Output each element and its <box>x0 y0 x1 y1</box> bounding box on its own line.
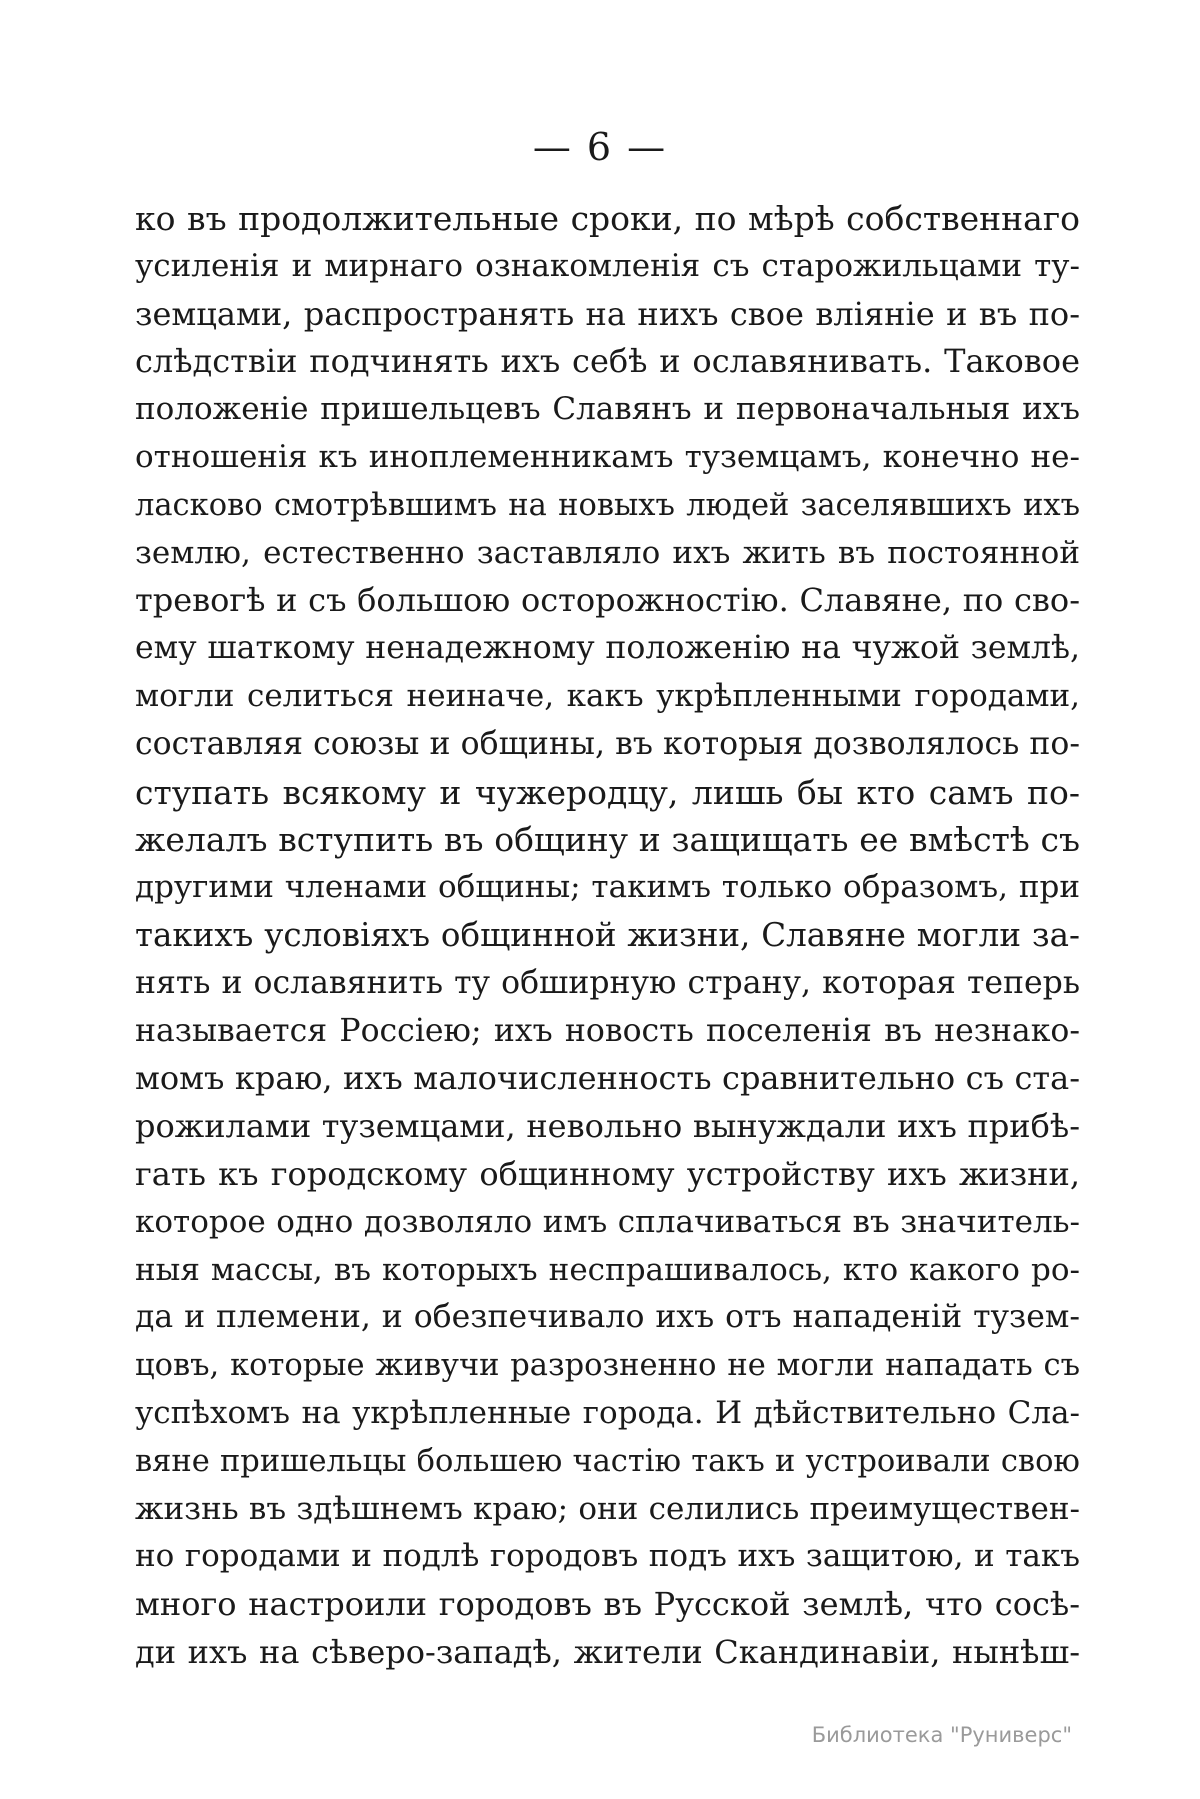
text-line: положеніе пришельцевъ Славянъ и первоначальныя ихъ <box>135 391 1080 428</box>
text-line: да и племени, и обезпечивало ихъ отъ нападеній тузем- <box>135 1299 1080 1336</box>
text-line: тревогѣ и съ большою осторожностію. Славяне, по сво- <box>135 581 1080 620</box>
text-line: отношенія къ иноплеменникамъ туземцамъ, конечно не- <box>135 438 1080 475</box>
text-line: момъ краю, ихъ малочисленность сравнительно съ ста- <box>135 1059 1080 1098</box>
text-line: составляя союзы и общины, въ которыя дозволялось по- <box>135 725 1080 762</box>
text-line: гать къ городскому общинному устройству ихъ жизни, <box>135 1154 1080 1193</box>
text-line: ласково смотрѣвшимъ на новыхъ людей заселявшихъ ихъ <box>135 487 1080 523</box>
text-line: другими членами общины; такимъ только образомъ, при <box>135 869 1080 906</box>
text-line: вяне пришельцы большею частію такъ и устроивали свою <box>135 1443 1080 1479</box>
text-line: жизнь въ здѣшнемъ краю; они селились преимуществен- <box>135 1490 1080 1527</box>
page-number: — 6 — <box>532 125 668 169</box>
text-line: нять и ославянить ту обширную страну, которая теперь <box>135 964 1080 1001</box>
text-line: ко въ продолжительные сроки, по мѣрѣ собственнаго <box>135 199 1080 238</box>
text-line: желалъ вступить въ общину и защищать ее вмѣстѣ съ <box>135 820 1080 860</box>
text-line: много настроили городовъ въ Русской землѣ, что сосѣ- <box>135 1585 1080 1624</box>
text-line: земцами, распространять на нихъ свое вліяніе и въ по- <box>135 294 1080 333</box>
text-line: ему шаткому ненадежному положенію на чужой землѣ, <box>135 630 1080 667</box>
text-line: называется Россіею; ихъ новость поселенія въ незнако- <box>135 1012 1080 1049</box>
text-line: ступать всякому и чужеродцу, лишь бы кто самъ по- <box>135 772 1080 812</box>
text-line: цовъ, которые живучи разрозненно не могли нападать съ <box>135 1348 1080 1384</box>
text-line: такихъ условіяхъ общинной жизни, Славяне могли за- <box>135 915 1080 954</box>
text-line: но городами и подлѣ городовъ подъ ихъ защитою, и такъ <box>135 1538 1080 1575</box>
text-line: ныя массы, въ которыхъ неспрашивалось, кто какого ро- <box>135 1251 1080 1288</box>
text-line: успѣхомъ на укрѣпленные города. И дѣйствительно Сла- <box>135 1394 1080 1431</box>
text-line: которое одно дозволяло имъ сплачиваться въ значитель- <box>135 1203 1080 1240</box>
text-line: могли селиться неиначе, какъ укрѣпленными городами, <box>135 677 1080 714</box>
text-line: землю, естественно заставляло ихъ жить въ постоянной <box>135 534 1080 571</box>
text-line: усиленія и мирнаго ознакомленія съ старожильцами ту- <box>135 247 1080 284</box>
library-watermark: Библиотека "Руниверс" <box>811 1723 1072 1747</box>
text-line: рожилами туземцами, невольно вынуждали ихъ прибѣ- <box>135 1107 1080 1146</box>
body-text <box>135 195 1080 1677</box>
text-line: ди ихъ на сѣверо-западѣ, жители Скандинавіи, нынѣш- <box>135 1632 1080 1671</box>
text-line: слѣдствіи подчинять ихъ себѣ и ославянивать. Таковое <box>135 342 1080 381</box>
